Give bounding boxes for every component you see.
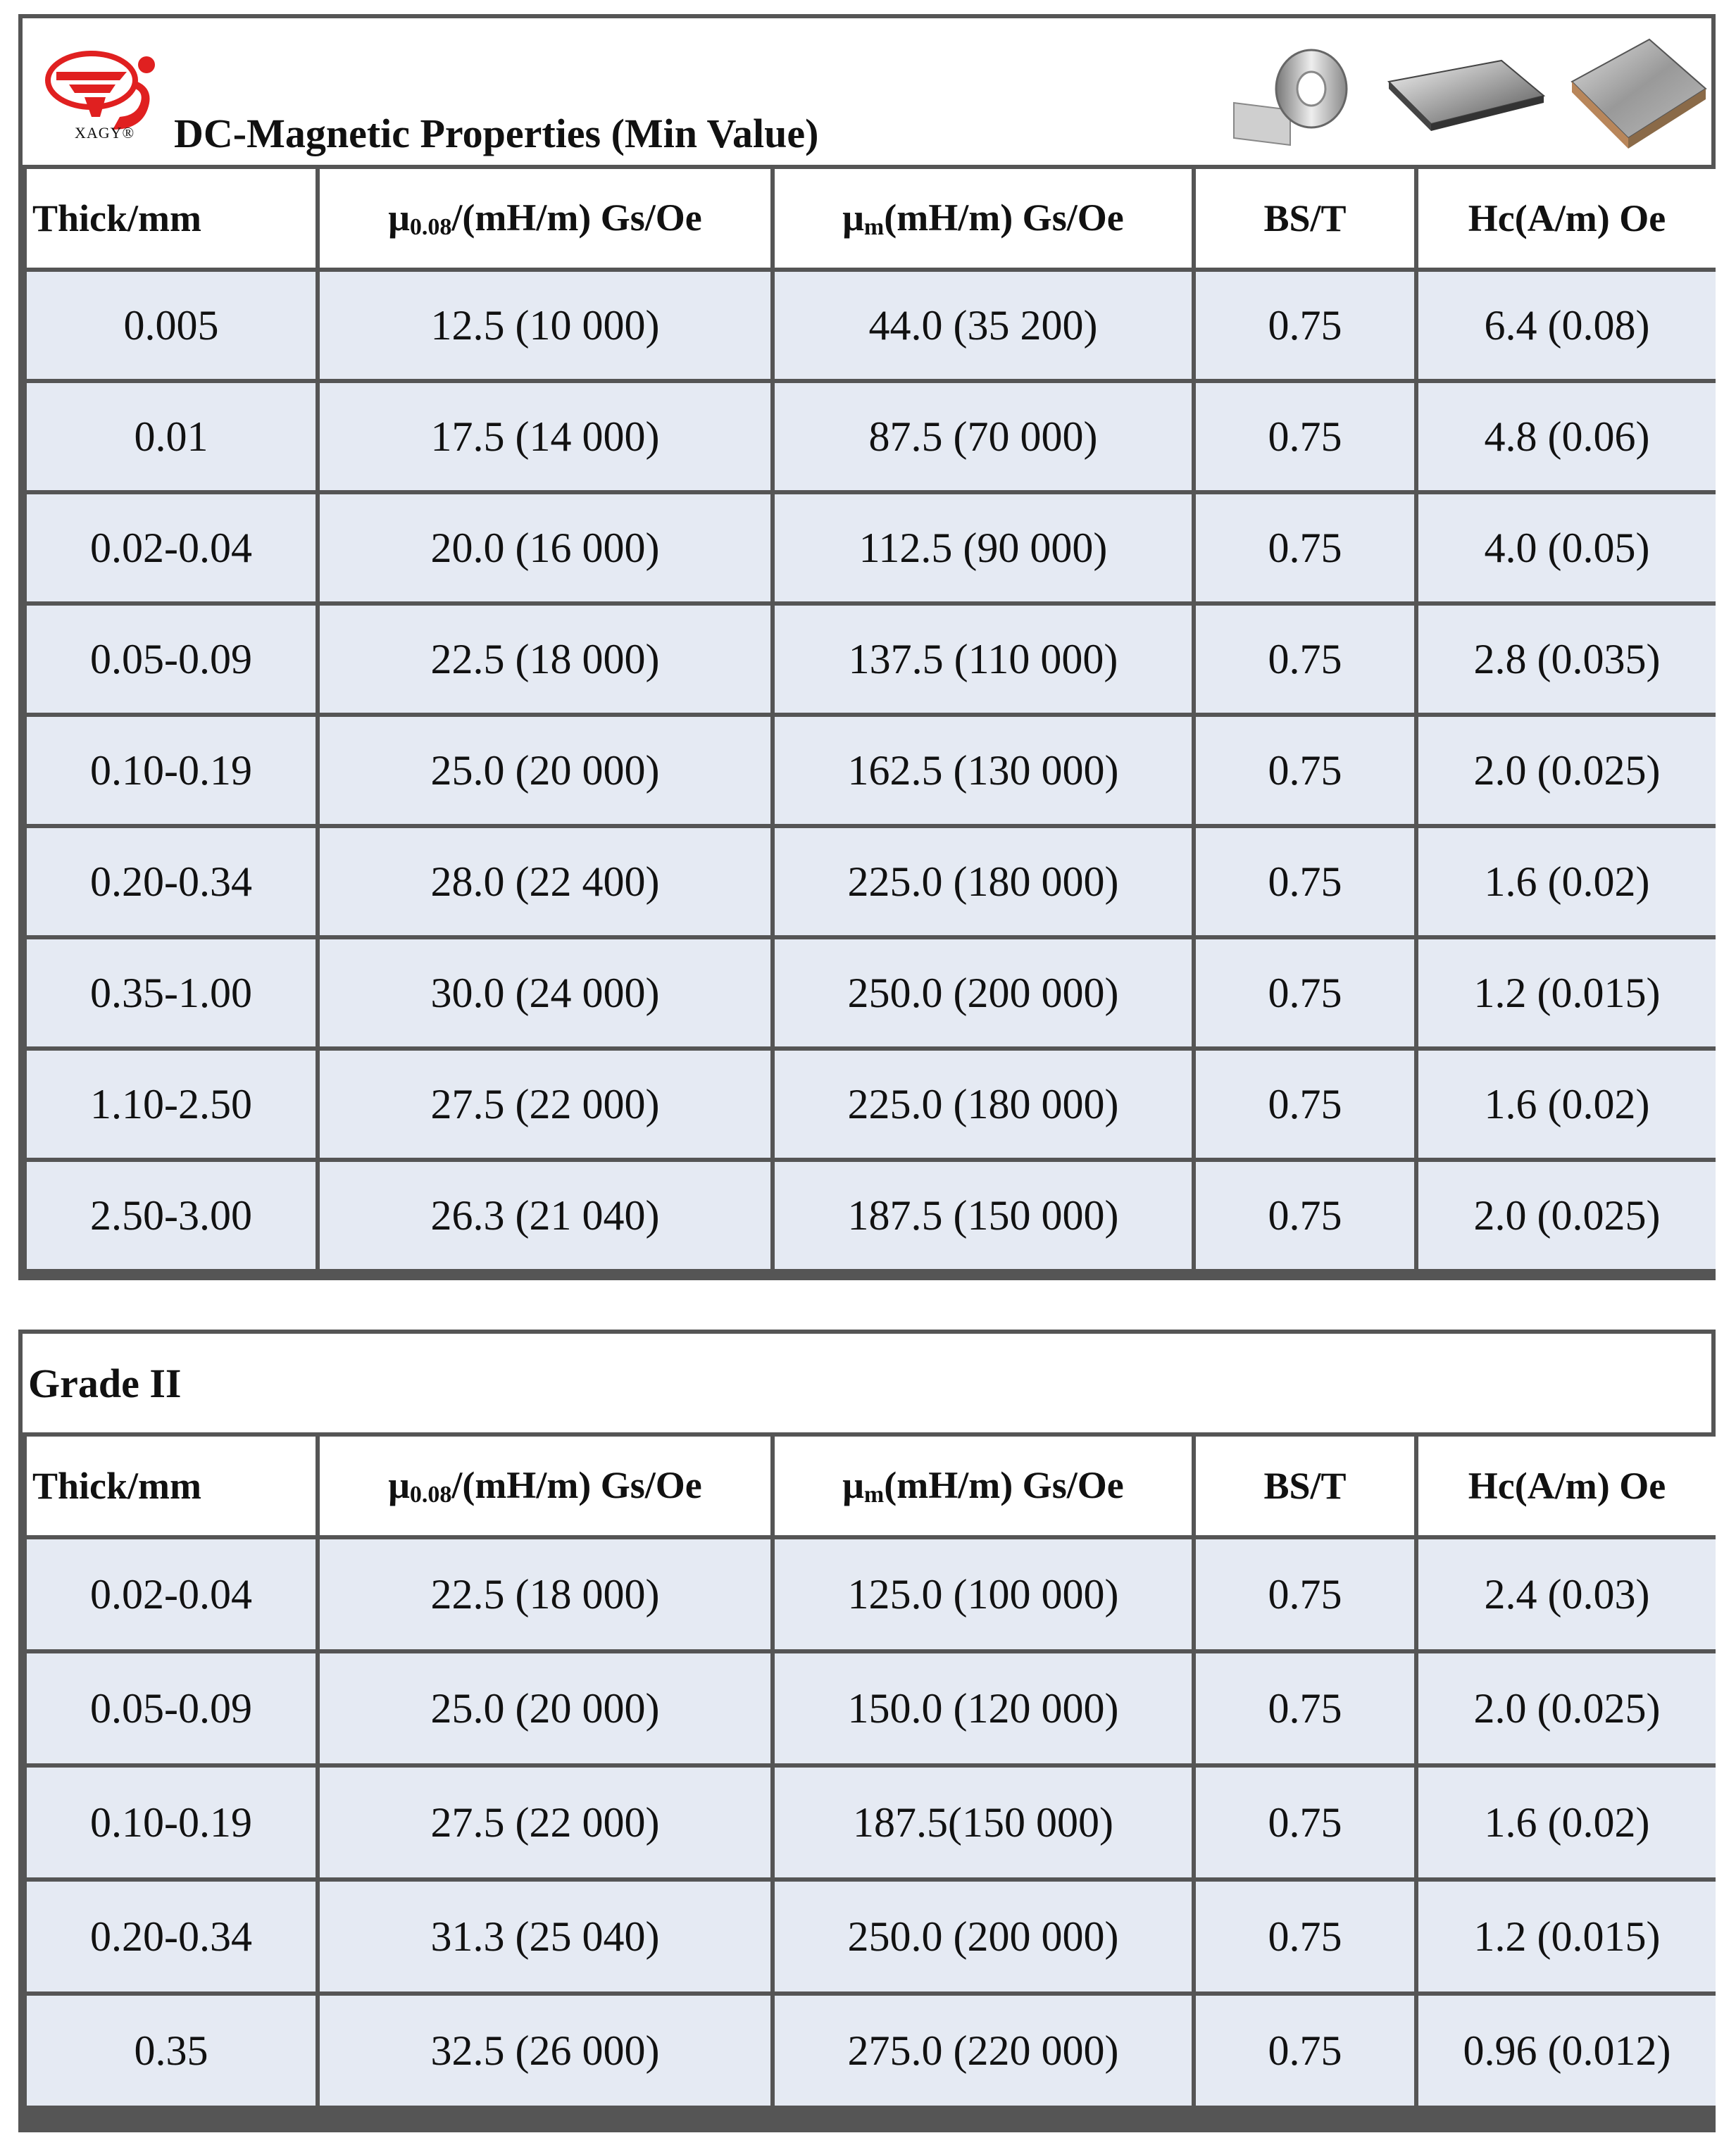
- cell-saturation: 0.75: [1196, 1051, 1414, 1158]
- cell-max-permeability: 137.5 (110 000): [775, 606, 1192, 713]
- unit-text: /(mH/m) Gs/Oe: [451, 196, 702, 239]
- cell-thickness: 0.10-0.19: [27, 1768, 316, 1877]
- cell-coercivity: 0.96 (0.012): [1418, 1996, 1716, 2106]
- table-row: [27, 1653, 1716, 1763]
- cell-saturation: 0.75: [1196, 1162, 1414, 1269]
- cell-max-permeability: 275.0 (220 000): [775, 1996, 1192, 2106]
- cell-initial-permeability: 17.5 (14 000): [320, 383, 770, 490]
- grade-two-title: Grade II: [28, 1360, 182, 1406]
- cell-max-permeability: 225.0 (180 000): [775, 828, 1192, 935]
- cell-initial-permeability: 30.0 (24 000): [320, 939, 770, 1046]
- cell-max-permeability: 225.0 (180 000): [775, 1051, 1192, 1158]
- cell-coercivity: 4.0 (0.05): [1418, 494, 1716, 601]
- table-row: [27, 383, 1716, 490]
- cell-max-permeability: 87.5 (70 000): [775, 383, 1192, 490]
- table-header-row: [27, 169, 1716, 268]
- cell-initial-permeability: 22.5 (18 000): [320, 606, 770, 713]
- cell-coercivity: 4.8 (0.06): [1418, 383, 1716, 490]
- unit-text: /(mH/m) Gs/Oe: [451, 1464, 702, 1506]
- cell-max-permeability: 187.5 (150 000): [775, 1162, 1192, 1269]
- cell-coercivity: 2.8 (0.035): [1418, 606, 1716, 713]
- cell-thickness: 0.05-0.09: [27, 1653, 316, 1763]
- cell-saturation: 0.75: [1196, 1882, 1414, 1991]
- header-saturation: BS/T: [1196, 1437, 1414, 1535]
- mu-subscript: m: [863, 214, 885, 240]
- table-row: [27, 939, 1716, 1046]
- table-row: [27, 606, 1716, 713]
- cell-coercivity: 6.4 (0.08): [1418, 272, 1716, 379]
- cell-coercivity: 1.2 (0.015): [1418, 939, 1716, 1046]
- cell-saturation: 0.75: [1196, 717, 1414, 824]
- grade-two-banner: [23, 1334, 1711, 1432]
- cell-saturation: 0.75: [1196, 828, 1414, 935]
- mu-subscript: 0.08: [409, 214, 452, 240]
- table-row: [27, 494, 1716, 601]
- cell-thickness: 0.01: [27, 383, 316, 490]
- cell-saturation: 0.75: [1196, 383, 1414, 490]
- header-thickness: Thick/mm: [27, 169, 316, 268]
- cell-initial-permeability: 27.5 (22 000): [320, 1051, 770, 1158]
- cell-max-permeability: 162.5 (130 000): [775, 717, 1192, 824]
- header-initial-permeability: [320, 1437, 770, 1535]
- cell-initial-permeability: 20.0 (16 000): [320, 494, 770, 601]
- cell-thickness: 0.35-1.00: [27, 939, 316, 1046]
- unit-text: (mH/m) Gs/Oe: [884, 1464, 1124, 1506]
- table-row: [27, 717, 1716, 824]
- cell-initial-permeability: 26.3 (21 040): [320, 1162, 770, 1269]
- cell-saturation: 0.75: [1196, 606, 1414, 713]
- cell-saturation: 0.75: [1196, 1653, 1414, 1763]
- cell-thickness: 1.10-2.50: [27, 1051, 316, 1158]
- cell-coercivity: 2.0 (0.025): [1418, 1653, 1716, 1763]
- table-row: [27, 1162, 1716, 1269]
- cell-saturation: 0.75: [1196, 1768, 1414, 1877]
- mu-symbol: μ: [842, 1464, 864, 1506]
- table-row: [27, 1768, 1716, 1877]
- cell-initial-permeability: 12.5 (10 000): [320, 272, 770, 379]
- mu-symbol: μ: [842, 196, 864, 239]
- properties-table-block: [18, 14, 1716, 1280]
- mu-subscript: m: [863, 1482, 885, 1508]
- table-row: [27, 828, 1716, 935]
- grade-one-table: [23, 165, 1720, 1273]
- cell-thickness: 0.005: [27, 272, 316, 379]
- cell-coercivity: 1.6 (0.02): [1418, 1768, 1716, 1877]
- cell-thickness: 0.02-0.04: [27, 494, 316, 601]
- table-row: [27, 1882, 1716, 1991]
- header-coercivity: Hc(A/m) Oe: [1418, 1437, 1716, 1535]
- xagy-logo-icon: [42, 38, 169, 162]
- cell-coercivity: 1.2 (0.015): [1418, 1882, 1716, 1991]
- cell-initial-permeability: 28.0 (22 400): [320, 828, 770, 935]
- table-row: [27, 1539, 1716, 1649]
- strip-icon: [1382, 54, 1551, 152]
- cell-coercivity: 1.6 (0.02): [1418, 1051, 1716, 1158]
- cell-max-permeability: 187.5(150 000): [775, 1768, 1192, 1877]
- cell-max-permeability: 150.0 (120 000): [775, 1653, 1192, 1763]
- sheet-icon: [1565, 32, 1713, 159]
- cell-initial-permeability: 22.5 (18 000): [320, 1539, 770, 1649]
- table-row: [27, 272, 1716, 379]
- mu-subscript: 0.08: [409, 1482, 452, 1508]
- cell-thickness: 0.20-0.34: [27, 1882, 316, 1991]
- cell-saturation: 0.75: [1196, 272, 1414, 379]
- coil-icon: [1220, 39, 1361, 159]
- cell-thickness: 0.10-0.19: [27, 717, 316, 824]
- table-row: [27, 1996, 1716, 2106]
- header-thickness: Thick/mm: [27, 1437, 316, 1535]
- header-initial-permeability: [320, 169, 770, 268]
- header-max-permeability: [775, 1437, 1192, 1535]
- mu-symbol: μ: [388, 1464, 410, 1506]
- cell-coercivity: 2.4 (0.03): [1418, 1539, 1716, 1649]
- mu-symbol: μ: [388, 196, 410, 239]
- cell-thickness: 0.02-0.04: [27, 1539, 316, 1649]
- page-title: DC-Magnetic Properties (Min Value): [174, 111, 819, 156]
- cell-initial-permeability: 25.0 (20 000): [320, 1653, 770, 1763]
- cell-coercivity: 2.0 (0.025): [1418, 717, 1716, 824]
- cell-saturation: 0.75: [1196, 1539, 1414, 1649]
- cell-initial-permeability: 27.5 (22 000): [320, 1768, 770, 1877]
- cell-max-permeability: 125.0 (100 000): [775, 1539, 1192, 1649]
- grade-two-table: [23, 1432, 1720, 2110]
- grade-two-block: [18, 1330, 1716, 2132]
- cell-max-permeability: 112.5 (90 000): [775, 494, 1192, 601]
- cell-max-permeability: 250.0 (200 000): [775, 1882, 1192, 1991]
- cell-thickness: 2.50-3.00: [27, 1162, 316, 1269]
- cell-initial-permeability: 32.5 (26 000): [320, 1996, 770, 2106]
- logo-text: XAGY®: [75, 124, 135, 142]
- cell-initial-permeability: 31.3 (25 040): [320, 1882, 770, 1991]
- table-row: [27, 1051, 1716, 1158]
- header-max-permeability: [775, 169, 1192, 268]
- header-saturation: BS/T: [1196, 169, 1414, 268]
- cell-coercivity: 2.0 (0.025): [1418, 1162, 1716, 1269]
- table-header-row: [27, 1437, 1716, 1535]
- cell-max-permeability: 44.0 (35 200): [775, 272, 1192, 379]
- cell-saturation: 0.75: [1196, 939, 1414, 1046]
- header-coercivity: Hc(A/m) Oe: [1418, 169, 1716, 268]
- title-banner: [23, 18, 1711, 165]
- cell-max-permeability: 250.0 (200 000): [775, 939, 1192, 1046]
- cell-initial-permeability: 25.0 (20 000): [320, 717, 770, 824]
- cell-thickness: 0.35: [27, 1996, 316, 2106]
- cell-thickness: 0.05-0.09: [27, 606, 316, 713]
- cell-saturation: 0.75: [1196, 494, 1414, 601]
- cell-thickness: 0.20-0.34: [27, 828, 316, 935]
- unit-text: (mH/m) Gs/Oe: [884, 196, 1124, 239]
- cell-saturation: 0.75: [1196, 1996, 1414, 2106]
- cell-coercivity: 1.6 (0.02): [1418, 828, 1716, 935]
